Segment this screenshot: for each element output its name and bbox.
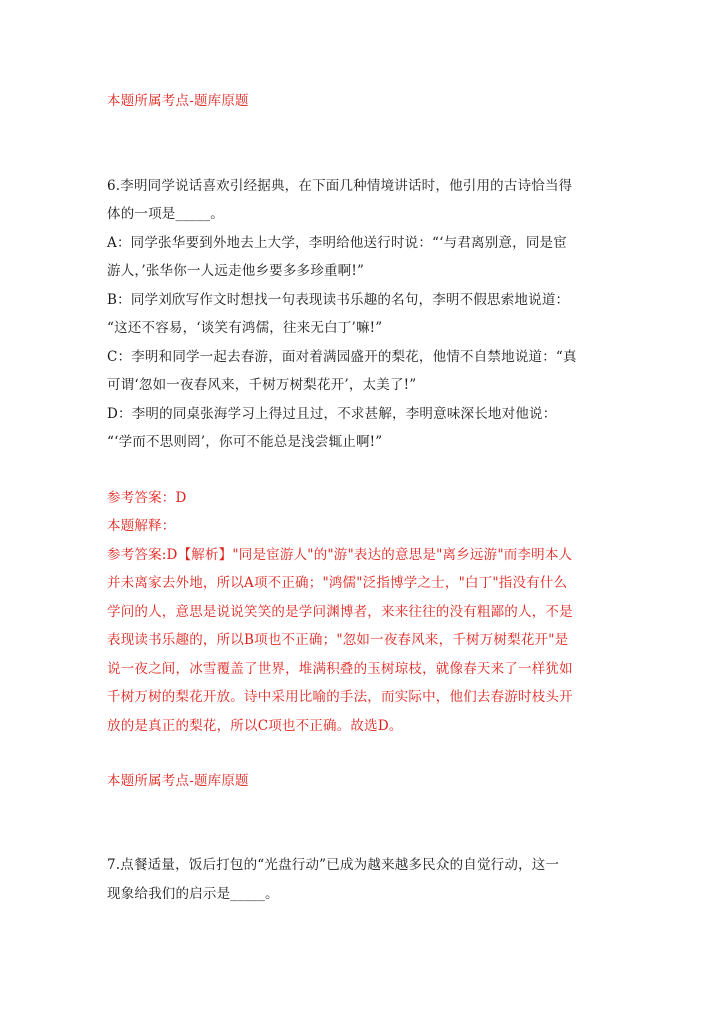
explanation-line: 并未离家去外地，所以A项不正确；"鸿儒"泛指博学之士，"白丁"指没有什么 [107,575,568,591]
explanation-line: 参考答案:D【解析】"同是宦游人"的"游"表达的意思是"离乡远游"而李明本人 [107,547,573,563]
answer-text: 参考答案：D [107,490,187,506]
explanation-line: 千树万树的梨花开放。诗中采用比喻的手法，而实际中，他们去春游时枝头开 [107,689,573,705]
topic-source-label: 本题所属考点-题库原题 [107,773,249,789]
option-d-line: D：李明的同桌张海学习上得过且过，不求甚解，李明意味深长地对他说： [107,406,557,422]
option-d-line: “‘学而不思则罔’，你可不能总是浅尝辄止啊!” [107,434,383,450]
topic-source-label: 本题所属考点-题库原题 [107,93,249,109]
explanation-line: 学问的人，意思是说说笑笑的是学问渊博者，来来往往的没有粗鄙的人，不是 [107,604,573,620]
question-stem-line: 6.李明同学说话喜欢引经据典，在下面几种情境讲话时，他引用的古诗恰当得 [107,178,573,194]
explanation-label: 本题解释： [107,518,176,534]
option-b-line: “这还不容易，‘谈笑有鸿儒，往来无白丁’嘛!” [107,320,383,336]
question-stem-line: 体的一项是_____。 [107,206,224,222]
explanation-line: 放的是真正的梨花，所以C项也不正确。故选D。 [107,718,403,734]
question-stem-line: 现象给我们的启示是_____。 [107,886,279,902]
option-c-line: 可谓‘忽如一夜春风来，千树万树梨花开’，太美了!” [107,377,417,393]
explanation-line: 表现读书乐趣的，所以B项也不正确；"忽如一夜春风来，千树万树梨花开"是 [107,632,569,648]
option-a-line: 游人，’张华你一人远走他乡要多多珍重啊!” [107,263,365,279]
option-c-line: C：李明和同学一起去春游，面对着满园盛开的梨花，他情不自禁地说道：“真 [107,349,577,365]
explanation-line: 说一夜之间，冰雪覆盖了世界，堆满积叠的玉树琼枝，就像春天来了一样犹如 [107,661,573,677]
option-b-line: B：同学刘欣写作文时想找一句表现读书乐趣的名句，李明不假思索地说道： [107,292,570,308]
question-stem-line: 7.点餐适量，饭后打包的“光盘行动”已成为越来越多民众的自觉行动，这一 [107,857,560,873]
option-a-line: A：同学张华要到外地去上大学，李明给他送行时说：“‘与君离别意，同是宦 [107,235,567,251]
